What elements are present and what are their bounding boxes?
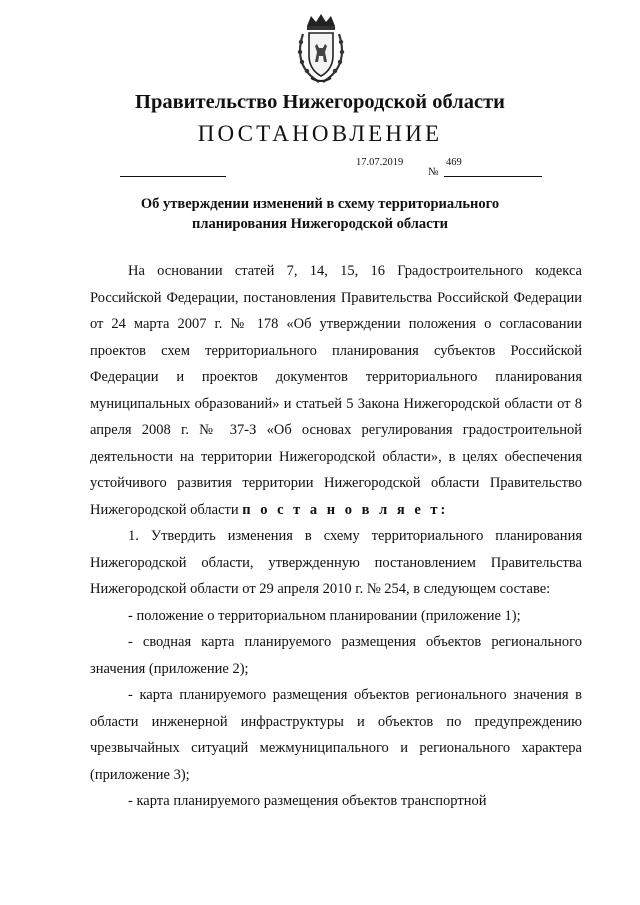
organization-title: Правительство Нижегородской области bbox=[135, 91, 505, 113]
list-item: - карта планируемого размещения объектов регионального значения в области инженерной инфраструктуры и объектов по предупреждению чрезвычайных ситуаций межмуниципального и регионального характера (приложение 3); bbox=[90, 687, 582, 783]
document-body bbox=[90, 258, 582, 815]
document-subject bbox=[90, 194, 550, 234]
preamble-text: На основании статей 7, 14, 15, 16 Градостроительного кодекса Российской Федерации, постановления Правительства Российской Федерации от 24 марта 2007 г. № 178 «Об утверждении положения о согласовании проектов схем территориального планирования субъектов Российской Федерации и проектов документов территориального планирования муниципальных образований» и статьей 5 Закона Нижегородской области от 8 апреля 2008 г. № 37-З «Об основах регулирования градостроительной деятельности на территории Нижегородской области», в целях обеспечения устойчивого развития территории Нижегородской области Правительство Нижегородской области bbox=[90, 263, 582, 518]
subject-line-2: планирования Нижегородской области bbox=[191, 216, 449, 232]
item-1-paragraph: 1. Утвердить изменения в схему территориального планирования Нижегородской области, утвержденную постановлением Правительства Нижегородской области от 29 апреля 2010 г. № 254, в следующем составе: bbox=[90, 528, 582, 597]
subject-line-1: Об утверждении изменений в схему территориального bbox=[140, 196, 500, 212]
list-item: - карта планируемого размещения объектов транспортной bbox=[128, 793, 487, 809]
number-underline bbox=[444, 176, 542, 177]
preamble-paragraph bbox=[90, 258, 582, 523]
number-sign: № bbox=[428, 166, 439, 178]
date-underline-left bbox=[120, 176, 226, 177]
coat-of-arms-icon bbox=[295, 12, 347, 86]
document-number: 469 bbox=[446, 157, 462, 168]
document-type: ПОСТАНОВЛЕНИЕ bbox=[197, 121, 443, 146]
document-date: 17.07.2019 bbox=[356, 157, 404, 168]
list-item: - положение о территориальном планировании (приложение 1); bbox=[128, 607, 521, 624]
preamble-resolves: п о с т а н о в л я е т: bbox=[242, 501, 449, 518]
list-item: - сводная карта планируемого размещения объектов регионального значения (приложение 2); bbox=[90, 634, 582, 677]
